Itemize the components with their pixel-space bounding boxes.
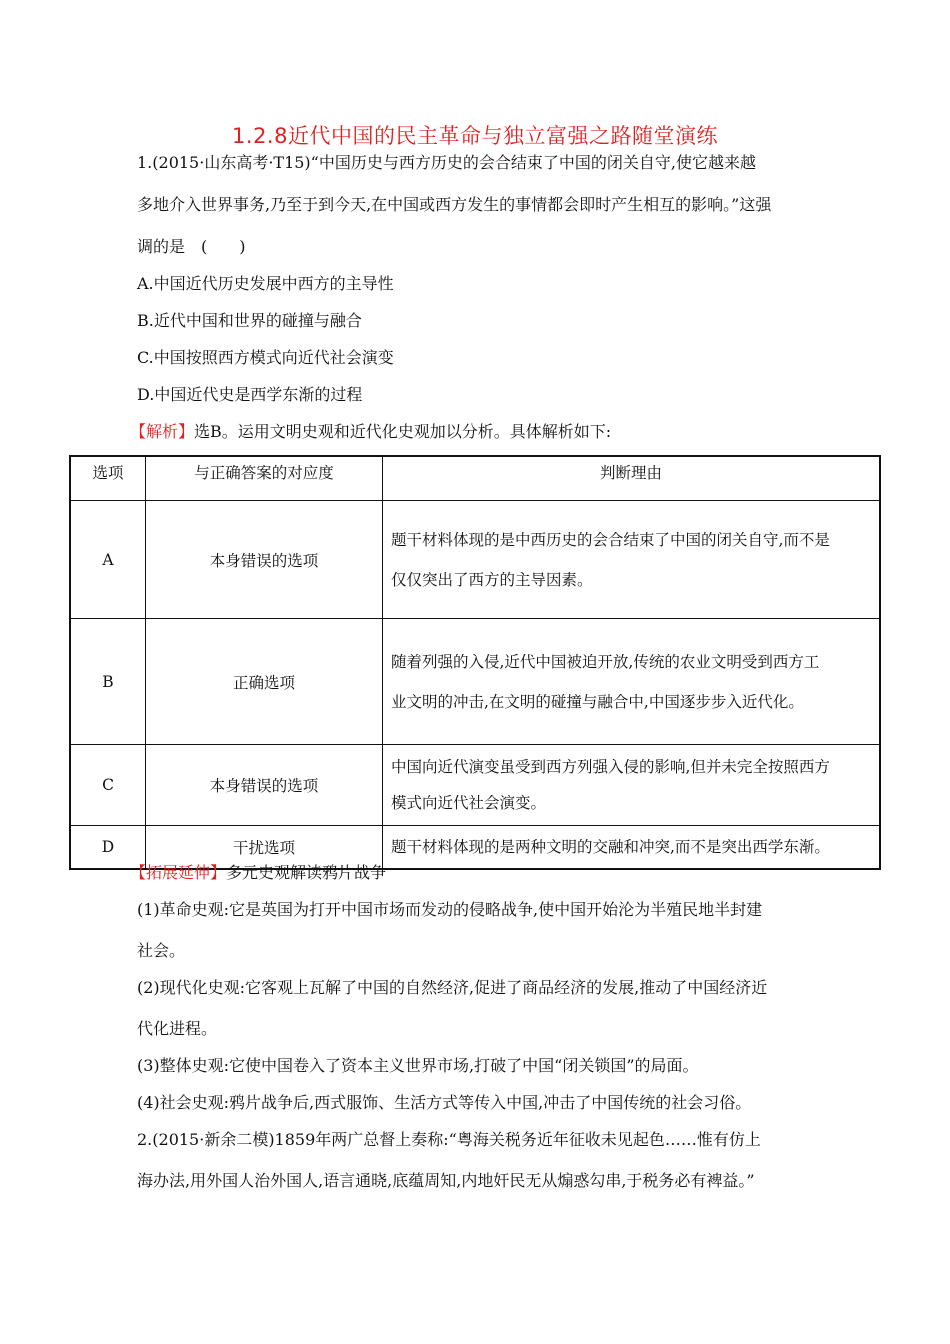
reason-line: 题干材料体现的是中西历史的会合结束了中国的闭关自守,而不是 [391,530,830,549]
cell-reason [383,745,881,826]
cell-degree: 本身错误的选项 [146,501,383,619]
extension-line: (3)整体史观:它使中国卷入了资本主义世界市场,打破了中国“闭关锁国”的局面。 [137,1056,699,1075]
question-1-line-1: 1.(2015·山东高考·T15)“中国历史与西方历史的会合结束了中国的闭关自守,使它越来越 [137,153,756,172]
cell-degree: 干扰选项 [146,826,383,870]
question-1-line-2: 多地介入世界事务,乃至于到今天,在中国或西方发生的事情都会即时产生相互的影响。”这强 [137,195,772,214]
extension-line: (1)革命史观:它是英国为打开中国市场而发动的侵略战争,使中国开始沦为半殖民地半封建 [137,900,763,919]
reason-line: 随着列强的入侵,近代中国被迫开放,传统的农业文明受到西方工 [391,652,820,671]
cell-reason [383,501,881,619]
option-c: C.中国按照西方模式向近代社会演变 [137,348,394,367]
page-title: 1.2.8近代中国的民主革命与独立富强之路随堂演练 [232,124,718,148]
reason-line: 业文明的冲击,在文明的碰撞与融合中,中国逐步步入近代化。 [391,692,804,711]
table-row [70,745,880,826]
cell-reason [383,619,881,745]
option-d: D.中国近代史是西学东渐的过程 [137,385,363,404]
cell-degree: 正确选项 [146,619,383,745]
cell-option: C [70,745,146,826]
table-row [70,501,880,619]
extension-heading-line [130,860,386,883]
reason-line: 仅仅突出了西方的主导因素。 [391,570,593,589]
analysis-line [130,419,611,442]
cell-option: B [70,619,146,745]
header-option: 选项 [70,456,146,501]
reason-line: 中国向近代演变虽受到西方列强入侵的影响,但并未完全按照西方 [391,758,830,776]
analysis-tag: 【解析】 [130,422,195,441]
extension-line: (4)社会史观:鸦片战争后,西式服饰、生活方式等传入中国,冲击了中国传统的社会习俗。 [137,1093,752,1112]
analysis-text: 选B。运用文明史观和近代化史观加以分析。具体解析如下: [194,422,612,441]
option-b: B.近代中国和世界的碰撞与融合 [137,311,362,330]
extension-heading: 多元史观解读鸦片战争 [226,863,387,882]
cell-reason [383,826,881,870]
table-header-row [70,456,880,501]
option-a: A.中国近代历史发展中西方的主导性 [137,274,394,293]
reason-line: 题干材料体现的是两种文明的交融和冲突,而不是突出西学东渐。 [391,838,830,856]
analysis-table [69,455,881,870]
extension-line: (2)现代化史观:它客观上瓦解了中国的自然经济,促进了商品经济的发展,推动了中国经济近 [137,978,768,997]
question-2-line-1: 2.(2015·新余二模)1859年两广总督上奏称:“粤海关税务近年征收未见起色……惟有仿上 [137,1130,761,1149]
question-1-line-3: 调的是 ( ) [137,237,246,256]
extension-line: 代化进程。 [137,1019,218,1038]
question-2-line-2: 海办法,用外国人治外国人,语言通晓,底蕴周知,内地奸民无从煽惑勾串,于税务必有裨益。” [137,1171,755,1190]
extension-tag: 【拓展延伸】 [130,863,227,882]
cell-option: A [70,501,146,619]
header-degree: 与正确答案的对应度 [146,456,383,501]
extension-line: 社会。 [137,941,186,960]
reason-line: 模式向近代社会演变。 [391,794,547,812]
header-reason: 判断理由 [383,456,881,501]
cell-option: D [70,826,146,870]
cell-degree: 本身错误的选项 [146,745,383,826]
table-row [70,619,880,745]
